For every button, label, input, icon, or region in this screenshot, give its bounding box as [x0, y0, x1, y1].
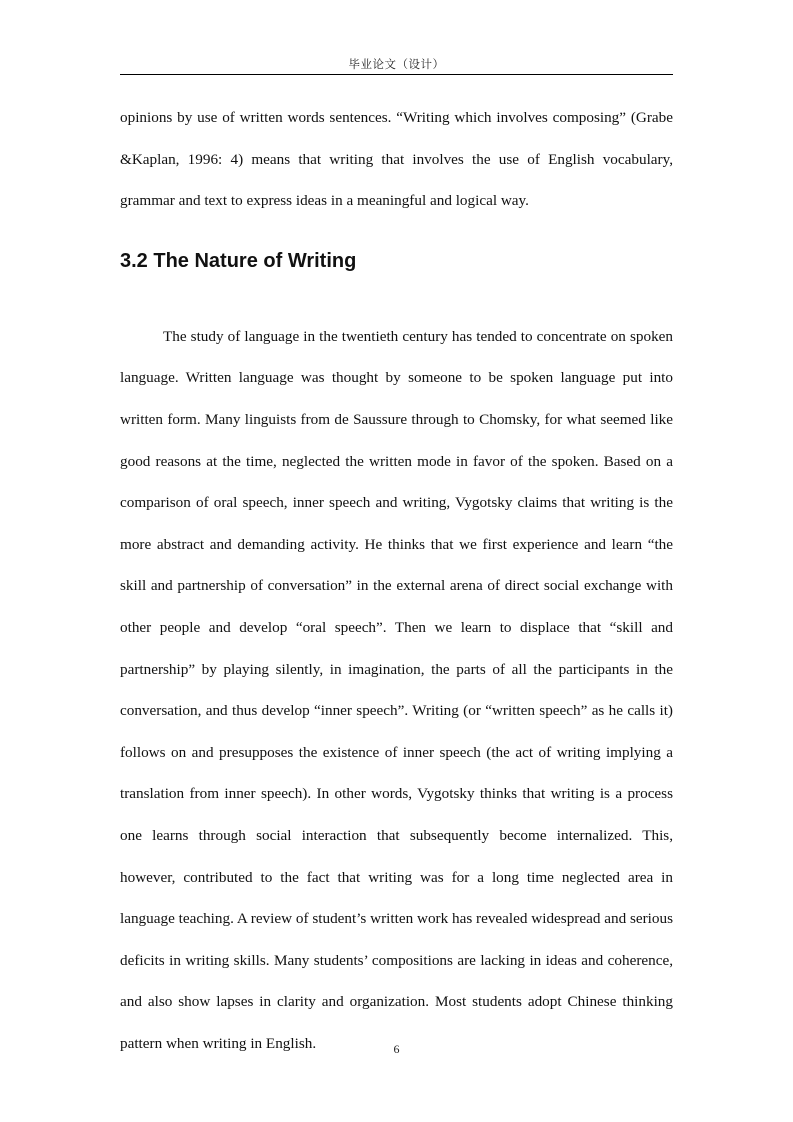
document-body — [120, 97, 673, 1064]
section-heading: 3.2 The Nature of Writing — [120, 249, 357, 272]
intro-paragraph: opinions by use of written words sentences. “Writing which involves composing” (Grabe &Kaplan, 1996: 4) means that writing that involves the use of English vocabulary, grammar and text to express ideas in a meaningful and logical way. — [120, 109, 673, 210]
page-header — [120, 55, 673, 75]
page-number: 6 — [393, 1042, 400, 1056]
section-paragraph: The study of language in the twentieth century has tended to concentrate on spoken language. Written language was thought by someone to be spoken language put into written form. Many linguists from de Saussure through to Chomsky, for what seemed like good reasons at the time, neglected the written mode in favor of the spoken. Based on a comparison of oral speech, inner speech and writing, Vygotsky claims that writing is the more abstract and demanding activity. He thinks that we first experience and learn “the skill and partnership of conversation” in the external arena of direct social exchange with other people and develop “oral speech”. Then we learn to displace that “skill and partnership” by playing silently, in imagination, the parts of all the participants in the conversation, and thus develop “inner speech”. Writing (or “written speech” as he calls it) follows on and presupposes the existence of inner speech (the act of writing implying a translation from inner speech). In other words, Vygotsky thinks that writing is a process one learns through social interaction that subsequently become internalized. This, however, contributed to the fact that writing was for a long time neglected area in language teaching. A review of student’s written work has revealed widespread and serious deficits in writing skills. Many students’ compositions are lacking in ideas and coherence, and also show lapses in clarity and organization. Most students adopt Chinese thinking pattern when writing in English. — [120, 327, 673, 1052]
header-title: 毕业论文（设计） — [348, 57, 445, 71]
